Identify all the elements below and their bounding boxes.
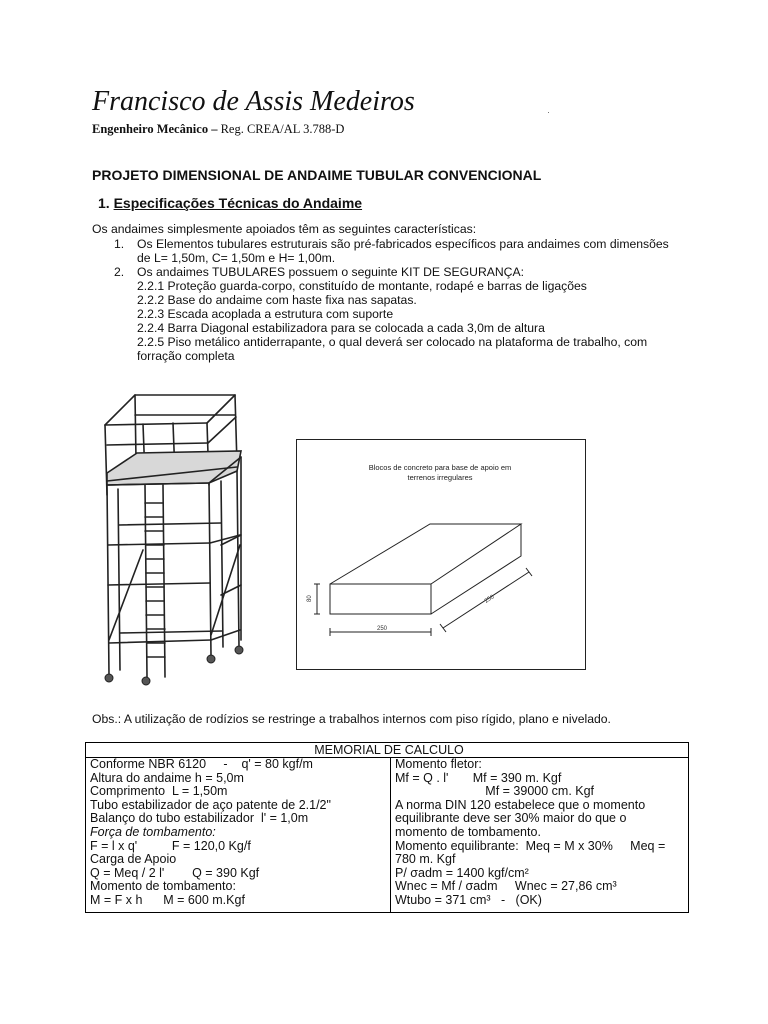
memorial-table	[85, 742, 689, 913]
memorial-left-line: F = l x q' F = 120,0 Kg/f	[90, 838, 251, 853]
memorial-right-line: Wnec = Mf / σadm Wnec = 27,86 cm³	[395, 879, 617, 894]
memorial-title: MEMORIAL DE CALCULO	[86, 743, 689, 758]
author-role	[92, 122, 344, 137]
memorial-left-line: Momento de tombamento:	[90, 879, 236, 894]
memorial-right-line: 780 m. Kgf	[395, 852, 456, 867]
spec-sub-item: 2.2.5 Piso metálico antiderrapante, o qual deverá ser colocado na plataforma de trabalho, com	[137, 335, 648, 349]
memorial-right-line: equilibrante deve ser 30% maior do que o	[395, 811, 627, 826]
observation-note: Obs.: A utilização de rodízios se restringe a trabalhos internos com piso rígido, plano e nivelado.	[92, 712, 611, 726]
dimension-depth: 250	[483, 594, 496, 605]
dimension-height: 80	[307, 595, 313, 602]
memorial-left-line: Carga de Apoio	[90, 852, 177, 867]
document-title: PROJETO DIMENSIONAL DE ANDAIME TUBULAR CONVENCIONAL	[92, 167, 542, 183]
spec-item-1-line-2: de L= 1,50m, C= 1,50m e H= 1,00m.	[137, 251, 336, 265]
spec-sub-item: 2.2.4 Barra Diagonal estabilizadora para se colocada a cada 3,0m de altura	[137, 321, 545, 335]
memorial-left-line: Altura do andaime h = 5,0m	[90, 770, 244, 785]
memorial-right-line: Mf = 39000 cm. Kgf	[395, 784, 595, 799]
memorial-left-line: Balanço do tubo estabilizador l' = 1,0m	[90, 811, 309, 826]
memorial-left-line: Tubo estabilizador de aço patente de 2.1/2"	[90, 797, 331, 812]
figure-caption-line-1: Blocos de concreto para base de apoio em	[368, 463, 512, 472]
memorial-right-line: P/ σadm = 1400 kgf/cm²	[395, 865, 529, 880]
stray-dot	[548, 112, 549, 113]
spec-sub-item: 2.2.1 Proteção guarda-corpo, constituído de montante, rodapé e barras de ligações	[137, 279, 587, 293]
author-registration: Reg. CREA/AL 3.788-D	[217, 122, 345, 136]
scaffold-illustration	[95, 385, 260, 690]
spec-item-1-number: 1.	[114, 237, 125, 251]
spec-sub-item: forração completa	[137, 349, 235, 363]
spec-item-2-line-1: Os andaimes TUBULARES possuem o seguinte KIT DE SEGURANÇA:	[137, 265, 524, 279]
memorial-right-line: A norma DIN 120 estabelece que o momento	[395, 797, 646, 812]
memorial-right-line: Mf = Q . l' Mf = 390 m. Kgf	[395, 770, 562, 785]
section-heading	[98, 195, 362, 211]
spec-intro: Os andaimes simplesmente apoiados têm as seguintes características:	[92, 222, 477, 236]
spec-sub-item: 2.2.3 Escada acoplada a estrutura com suporte	[137, 307, 394, 321]
memorial-left-line: M = F x h M = 600 m.Kgf	[90, 892, 245, 907]
memorial-right-line: momento de tombamento.	[395, 824, 541, 839]
memorial-left-line: Força de tombamento:	[90, 824, 216, 839]
spec-item-1-line-1: Os Elementos tubulares estruturais são pré-fabricados específicos para andaimes com dimensões	[137, 237, 669, 251]
memorial-left-line: Q = Meq / 2 l' Q = 390 Kgf	[90, 865, 260, 880]
concrete-block-figure	[296, 439, 586, 670]
spec-item-2-number: 2.	[114, 265, 125, 279]
figure-caption-line-2: terrenos irregulares	[407, 473, 473, 482]
author-name: Francisco de Assis Medeiros	[92, 86, 415, 117]
memorial-left-line: Comprimento L = 1,50m	[90, 784, 228, 799]
memorial-left-column	[86, 758, 391, 913]
section-number: 1.	[98, 195, 110, 211]
memorial-right-column	[391, 758, 689, 913]
spec-sub-item: 2.2.2 Base do andaime com haste fixa nas sapatas.	[137, 293, 417, 307]
author-profession: Engenheiro Mecânico –	[92, 122, 218, 136]
dimension-width: 250	[377, 626, 388, 632]
memorial-right-line: Momento fletor:	[395, 757, 482, 771]
memorial-left-line: Conforme NBR 6120 - q' = 80 kgf/m	[90, 757, 313, 771]
concrete-block-drawing	[297, 440, 585, 669]
section-label: Especificações Técnicas do Andaime	[113, 195, 363, 211]
memorial-right-line: Wtubo = 371 cm³ - (OK)	[395, 892, 542, 907]
memorial-right-line: Momento equilibrante: Meq = M x 30% Meq =	[395, 838, 666, 853]
